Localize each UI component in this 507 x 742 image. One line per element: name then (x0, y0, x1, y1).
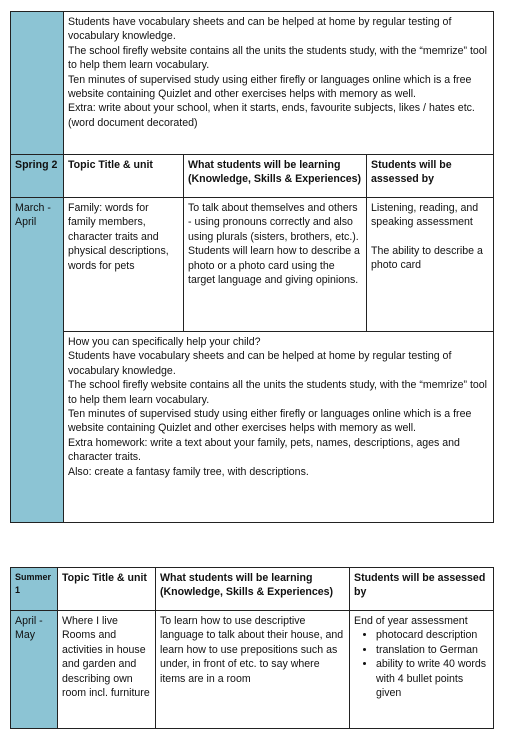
homework-line: Extra: write about your school, when it starts, ends, favourite subjects, likes / hates etc. (word document decorated) (68, 102, 475, 129)
homework-line: Ten minutes of supervised study using either firefly or languages online which is a free website containing Quizlet and other exercises helps with memory as well. (68, 73, 472, 101)
homework-box (64, 12, 494, 155)
topic-cell: Family: words for family members, character traits and physical descriptions, words for pets (64, 198, 184, 332)
assessed-text: Listening, reading, and speaking assessment (371, 202, 479, 229)
learning-cell: To talk about themselves and others - using pronouns correctly and also using plurals (sisters, brothers, etc.). Students will learn how to describe a photo or a photo card using the target language and giving opinions. (184, 198, 367, 332)
assessed-text: End of year assessment (354, 615, 468, 627)
homework-line: The school firefly website contains all the units the students study, with the “memrize” tool to help them learn vocabulary. (68, 44, 488, 72)
list-item: • ability to write 40 words with 4 bullet points given (376, 657, 489, 700)
list-item: • photocard description (376, 628, 489, 642)
spring2-table (10, 11, 494, 523)
topic-cell: Where I live Rooms and activities in house and garden and describing own room incl. furniture (58, 611, 156, 729)
homework-line: Students have vocabulary sheets and can be helped at home by regular testing of vocabulary knowledge. (68, 16, 452, 43)
list-item: • translation to German (376, 643, 489, 657)
help-line: Ten minutes of supervised study using either firefly or languages online which is a free website containing Quizlet and other exercises helps with memory as well. (68, 408, 472, 435)
help-line: The school firefly website contains all the units the students study, with the “memrize” tool to help them learn vocabulary. (68, 379, 488, 406)
term-label: Summer 1 (11, 568, 58, 611)
assessed-header: Students will be assessed by (367, 155, 494, 198)
term-label: Spring 2 (11, 155, 64, 198)
summer1-table (10, 567, 494, 729)
period-cell: April - May (11, 611, 58, 729)
learning-cell: To learn how to use descriptive language to talk about their house, and learn how to use prepositions such as under, in front of etc. to say where items are in a room (156, 611, 350, 729)
help-line: Students have vocabulary sheets and can be helped at home by regular testing of vocabulary knowledge. (68, 350, 452, 377)
assessed-header: Students will be assessed by (350, 568, 494, 611)
topic-header: Topic Title & unit (64, 155, 184, 198)
help-line: Extra homework: write a text about your family, pets, names, descriptions, ages and character traits. (68, 436, 460, 464)
learning-header: What students will be learning (Knowledge, Skills & Experiences) (184, 155, 367, 198)
help-box (64, 332, 494, 523)
help-line: How you can specifically help your child? (68, 336, 261, 348)
assessed-text: The ability to describe a photo card (371, 244, 483, 272)
term-side-cell (11, 12, 64, 155)
period-cell: March - April (11, 198, 64, 523)
assessed-cell (367, 198, 494, 332)
assessed-cell (350, 611, 494, 729)
topic-header: Topic Title & unit (58, 568, 156, 611)
help-line: Also: create a fantasy family tree, with descriptions. (68, 465, 309, 478)
learning-header: What students will be learning (Knowledge, Skills & Experiences) (156, 568, 350, 611)
assessment-list (354, 628, 489, 700)
